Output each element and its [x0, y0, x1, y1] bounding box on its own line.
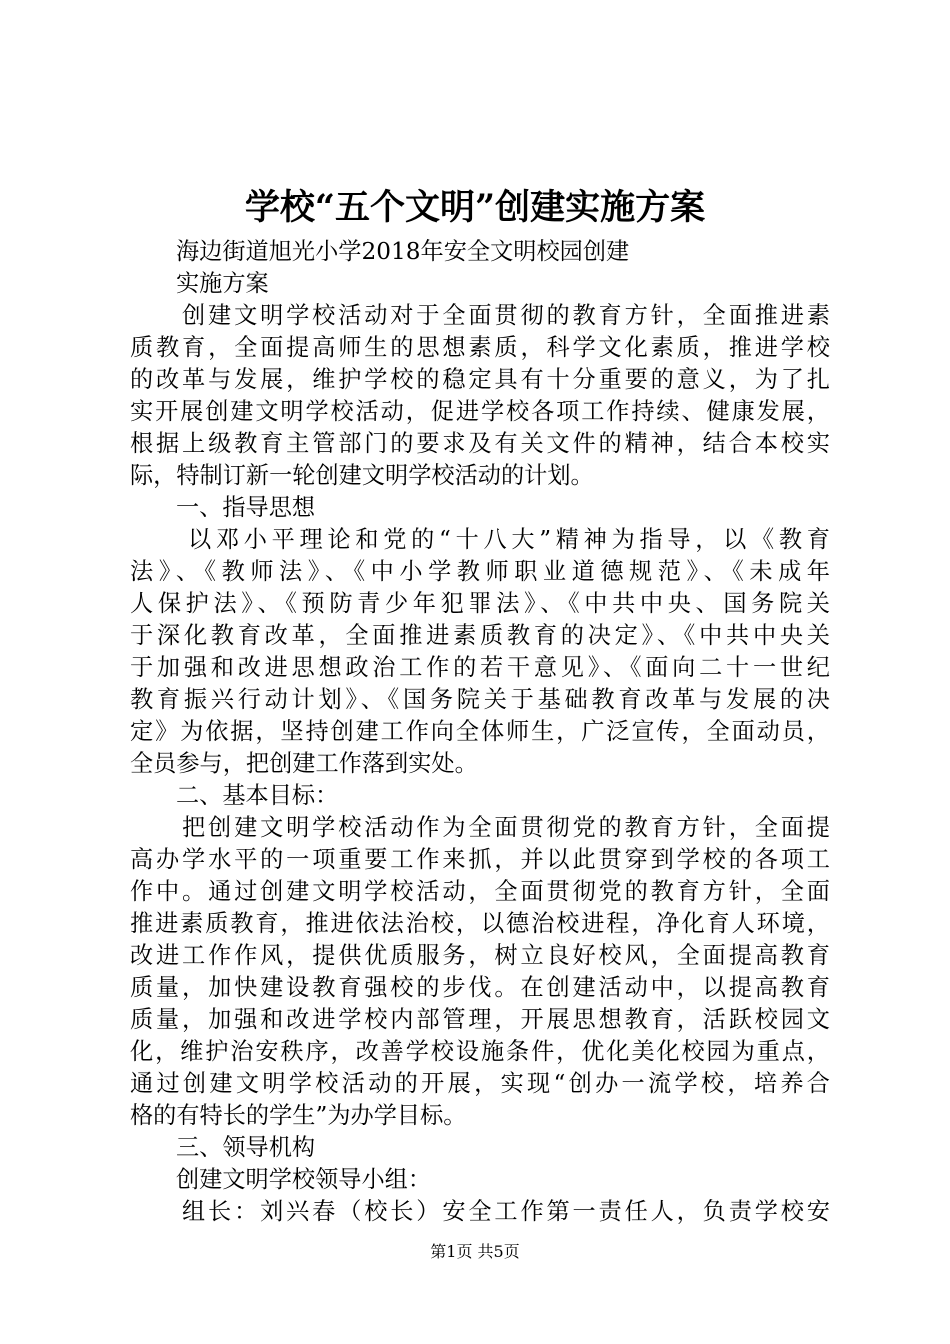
text-line: 推进素质教育，推进依法治校，以德治校进程，净化育人环境，	[130, 910, 830, 937]
text-line: 二、基本目标：	[176, 782, 339, 809]
text-line: 把创建文明学校活动作为全面贯彻党的教育方针，全面提	[182, 814, 830, 841]
text-line: 格的有特长的学生”为办学目标。	[130, 1102, 467, 1129]
text-line: 质教育，全面提高师生的思想素质，科学文化素质，推进学校	[130, 334, 830, 361]
text-line: 高办学水平的一项重要工作来抓，并以此贯穿到学校的各项工	[130, 846, 830, 873]
text-line: 创建文明学校活动对于全面贯彻的教育方针，全面推进素	[182, 302, 830, 329]
text-line: 际，特制订新一轮创建文明学校活动的计划。	[130, 462, 594, 489]
text-line: 改进工作作风，提供优质服务，树立良好校风，全面提高教育	[130, 942, 830, 969]
text-line: 质量，加快建设教育强校的步伐。在创建活动中，以提高教育	[130, 974, 830, 1001]
text-line: 定》为依据，坚持创建工作向全体师生，广泛宣传，全面动员，	[130, 718, 830, 745]
text-line: 于深化教育改革，全面推进素质教育的决定》、《中共中央关	[130, 622, 830, 649]
text-line: 组长：刘兴春（校长）安全工作第一责任人，负责学校安	[182, 1198, 830, 1225]
text-line: 于加强和改进思想政治工作的若干意见》、《面向二十一世纪	[130, 654, 830, 681]
text-line: 创建文明学校领导小组：	[176, 1166, 432, 1193]
text-line: 化，维护治安秩序，改善学校设施条件，优化美化校园为重点，	[130, 1038, 830, 1065]
text-line: 三、领导机构	[176, 1134, 316, 1161]
document-title: 学校“五个文明”创建实施方案	[244, 187, 706, 228]
text-line: 一、指导思想	[176, 494, 316, 521]
document-body	[130, 236, 830, 1228]
text-line: 作中。通过创建文明学校活动，全面贯彻党的教育方针，全面	[130, 878, 830, 905]
text-line: 以邓小平理论和党的“十八大”精神为指导，以《教育	[188, 526, 830, 553]
text-line: 质量，加强和改进学校内部管理，开展思想教育，活跃校园文	[130, 1006, 830, 1033]
text-line: 法》、《教师法》、《中小学教师职业道德规范》、《未成年	[130, 558, 830, 585]
text-line: 全员参与，把创建工作落到实处。	[130, 750, 478, 777]
text-line: 的改革与发展，维护学校的稳定具有十分重要的意义，为了扎	[130, 366, 830, 393]
text-line: 海边街道旭光小学2018年安全文明校园创建	[176, 238, 630, 265]
text-line: 实施方案	[176, 270, 269, 297]
text-line: 通过创建文明学校活动的开展，实现“创办一流学校，培养合	[130, 1070, 830, 1097]
text-line: 教育振兴行动计划》、《国务院关于基础教育改革与发展的决	[130, 686, 830, 713]
text-line: 根据上级教育主管部门的要求及有关文件的精神，结合本校实	[130, 430, 830, 457]
text-line: 人保护法》、《预防青少年犯罪法》、《中共中央、国务院关	[130, 590, 830, 617]
text-line: 实开展创建文明学校活动，促进学校各项工作持续、健康发展，	[130, 398, 830, 425]
page-footer: 第1页 共5页	[430, 1242, 520, 1261]
